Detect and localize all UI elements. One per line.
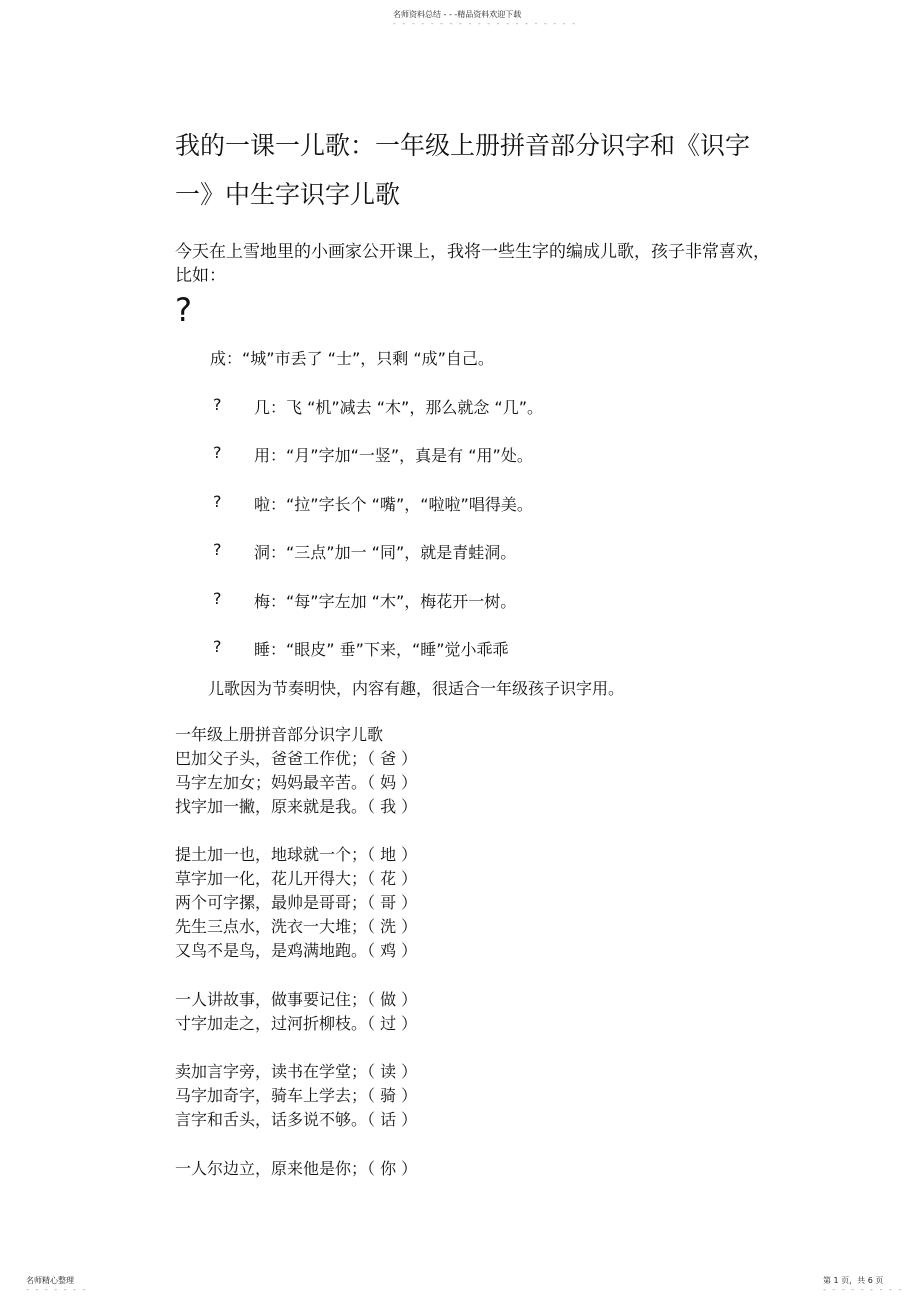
rhyme-line-3: 用：“月”字加“一竖”，真是有 “用”处。	[254, 446, 533, 465]
footer-left-text: 名师精心整理	[26, 1276, 74, 1285]
footer-right-dots: - - - - - - - - -	[823, 1285, 904, 1294]
rhyme-line-4: 啦：“拉”字长个 “嘴”，“啦啦”唱得美。	[254, 495, 533, 514]
song-heading: 一年级上册拼音部分识字儿歌	[175, 725, 384, 744]
intro-line-2: 比如：	[175, 266, 226, 286]
bullet-glyph: ?	[213, 443, 222, 462]
song-line: 寸字加走之，过河折柳枝。（ 过 ）	[175, 1014, 418, 1033]
rhyme-line-7: 睡：“眼皮” 垂”下来，“睡”觉小乖乖	[254, 640, 509, 659]
bullet-glyph: ?	[213, 540, 222, 559]
song-line: 巴加父子头，爸爸工作优；（ 爸 ）	[175, 749, 418, 768]
bullet-glyph: ?	[213, 637, 222, 656]
song-line: 言字和舌头，话多说不够。（ 话 ）	[175, 1110, 418, 1129]
song-line: 草字加一化，花儿开得大；（ 花 ）	[175, 869, 418, 888]
song-line: 卖加言字旁，读书在学堂；（ 读 ）	[175, 1062, 418, 1081]
song-line: 马字加奇字，骑车上学去；（ 骑 ）	[175, 1086, 418, 1105]
intro-line-1: 今天在上雪地里的小画家公开课上，我将一些生字的编成儿歌，孩子非常喜欢，	[175, 242, 770, 262]
song-line: 一人尔边立，原来他是你；（ 你 ）	[175, 1159, 418, 1178]
page-number: 第 1 页，共 6 页	[823, 1276, 884, 1285]
rhyme-line-2: 几：飞 “机”减去 “木”，那么就念 “几”。	[254, 398, 543, 417]
song-line: 找字加一撇，原来就是我。（ 我 ）	[175, 797, 418, 816]
song-line: 又鸟不是鸟，是鸡满地跑。（ 鸡 ）	[175, 941, 418, 960]
song-line: 提土加一也，地球就一个；（ 地 ）	[175, 845, 418, 864]
song-line: 一人讲故事，做事要记住；（ 做 ）	[175, 990, 418, 1009]
question-mark-glyph: ?	[175, 291, 192, 329]
rhyme-line-6: 梅：“每”字左加 “木”，梅花开一树。	[254, 592, 517, 611]
footer-left-dots: - - - - - - -	[26, 1285, 88, 1294]
doc-title-line-2: 一》中生字识字儿歌	[175, 180, 401, 209]
song-line: 先生三点水，洗衣一大堆；（ 洗 ）	[175, 917, 418, 936]
bullet-glyph: ?	[213, 492, 222, 511]
page-header-text: 名师资料总结 - - -精品资料欢迎下载	[393, 10, 522, 19]
song-line: 两个可字摞，最帅是哥哥；（ 哥 ）	[175, 893, 418, 912]
rhyme-line-1: 成：“城”市丢了 “士”，只剩 “成”自己。	[210, 349, 494, 368]
page-header-dots: - - - - - - - - - - - - - - - - - - - -	[393, 19, 578, 28]
rhyme-line-5: 洞：“三点”加一 “同”，就是青蛙洞。	[254, 543, 517, 562]
song-line: 马字左加女；妈妈最辛苦。（ 妈 ）	[175, 773, 418, 792]
summary-line: 儿歌因为节奏明快，内容有趣，很适合一年级孩子识字用。	[208, 679, 625, 698]
doc-title-line-1: 我的一课一儿歌：一年级上册拼音部分识字和《识字	[175, 131, 751, 160]
bullet-glyph: ?	[213, 395, 222, 414]
bullet-glyph: ?	[213, 589, 222, 608]
